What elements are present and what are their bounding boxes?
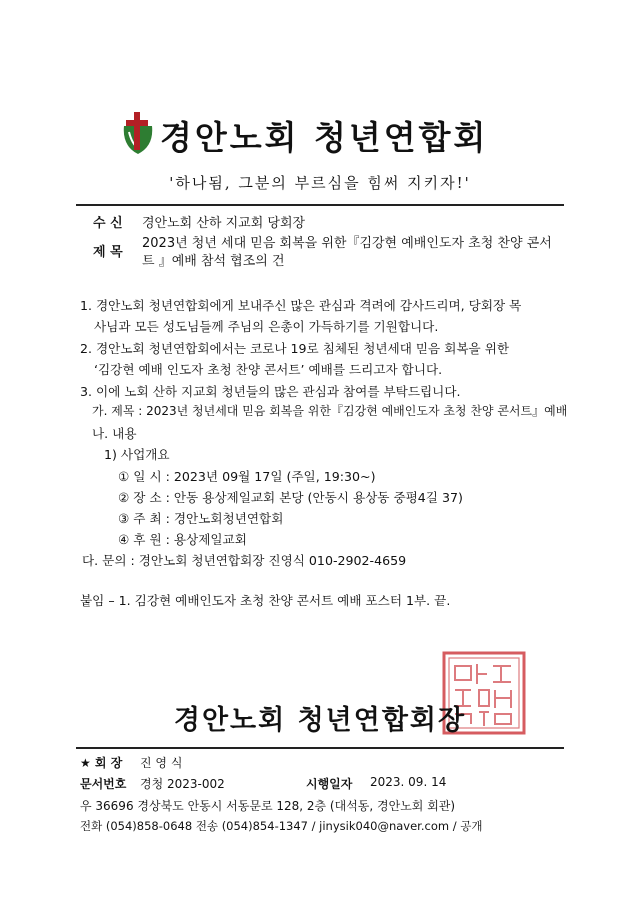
- paragraph-2-line-2: ‘김강현 예배 인도자 초청 찬양 콘서트’ 예배를 드리고자 합니다.: [94, 362, 443, 377]
- item-ga-title: 가. 제목 : 2023년 청년세대 믿음 회복을 위한『김강현 예배인도자 초청 찬양 콘서트』예배: [92, 404, 568, 418]
- header-divider: [76, 204, 564, 206]
- detail-sponsor: ④ 후 원 : 용상제일교회: [118, 532, 247, 547]
- item-da-contact: 다. 문의 : 경안노회 청년연합회장 진영식 010-2902-4659: [82, 553, 407, 568]
- issue-date: 2023. 09. 14: [370, 775, 447, 789]
- item-na-content: 나. 내용: [92, 426, 137, 441]
- org-title: 경안노회 청년연합회: [160, 118, 489, 157]
- subject-line-2: 트 』예배 참석 협조의 건: [142, 254, 285, 269]
- subject-line-1: 2023년 청년 세대 믿음 회복을 위한『김강현 예배인도자 초청 찬양 콘서: [142, 236, 552, 251]
- detail-date: ① 일 시 : 2023년 09월 17일 (주일, 19:30~): [118, 469, 376, 484]
- recipient-value: 경안노회 산하 지교회 당회장: [142, 216, 306, 231]
- paragraph-1-line-2: 사님과 모든 성도님들께 주님의 은총이 가득하기를 기원합니다.: [94, 319, 439, 334]
- attachment-line: 붙임 – 1. 김강현 예배인도자 초청 찬양 콘서트 예배 포스터 1부. 끝.: [80, 593, 451, 608]
- paragraph-3: 3. 이에 노회 산하 지교회 청년들의 많은 관심과 참여를 부탁드립니다.: [80, 384, 461, 399]
- paragraph-1-line-1: 1. 경안노회 청년연합회에게 보내주신 많은 관심과 격려에 감사드리며, 당회장 목: [80, 298, 522, 313]
- motto: '하나됨, 그분의 부르심을 힘써 지키자!': [169, 174, 471, 192]
- detail-host: ③ 주 최 : 경안노회청년연합회: [118, 511, 284, 526]
- subject-label: 제 목: [93, 245, 123, 260]
- sender-name: 경안노회 청년연합회장: [173, 705, 467, 736]
- contact-info: 전화 (054)858-0648 전송 (054)854-1347 / jinysik040@naver.com / 공개: [80, 819, 483, 833]
- detail-venue: ② 장 소 : 안동 용상제일교회 본당 (안동시 용상동 중평4길 37): [118, 490, 463, 505]
- footer-divider: [76, 747, 564, 749]
- chair-label: ★ 회 장: [80, 756, 123, 770]
- church-logo-icon: [118, 110, 160, 158]
- doc-number-label: 문서번호: [80, 777, 127, 791]
- doc-number: 경청 2023-002: [140, 777, 225, 791]
- issue-date-label: 시행일자: [306, 777, 353, 791]
- paragraph-2-line-1: 2. 경안노회 청년연합회에서는 코로나 19로 침체된 청년세대 믿음 회복을 위한: [80, 341, 510, 356]
- address: 우 36696 경상북도 안동시 서동문로 128, 2층 (대석동, 경안노회 회관): [80, 799, 456, 813]
- recipient-label: 수 신: [93, 216, 123, 231]
- overview-heading: 1) 사업개요: [104, 447, 170, 462]
- chair-name: 진 영 식: [140, 756, 183, 770]
